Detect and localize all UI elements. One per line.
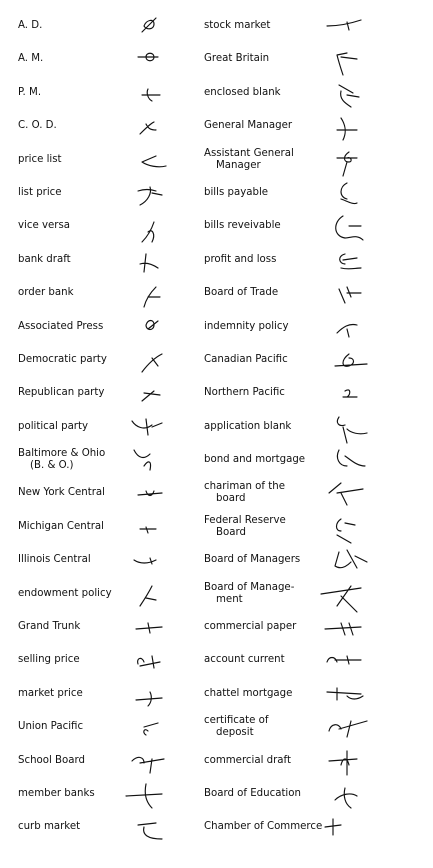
shorthand-stroke: [327, 656, 361, 664]
shorthand-outline: [314, 479, 376, 513]
phrase-text-continued: deposit: [216, 727, 254, 739]
right-phrase-row: [204, 313, 429, 346]
right-phrase-row: [204, 713, 429, 746]
phrase-label: [18, 487, 105, 499]
shorthand-stroke: [138, 187, 162, 205]
phrase-text: Assistant General: [204, 147, 294, 159]
shorthand-stroke: [329, 721, 367, 737]
phrase-label: [204, 481, 285, 505]
phrase-text-continued: Board: [216, 526, 246, 538]
shorthand-outline: [122, 212, 178, 246]
phrase-label: [204, 387, 285, 399]
phrase-text: Northern Pacific: [204, 387, 285, 399]
phrase-label: [204, 187, 268, 199]
shorthand-outline: [314, 413, 376, 447]
shorthand-stroke: [335, 550, 367, 568]
phrase-text: Associated Press: [18, 320, 104, 332]
shorthand-stroke: [132, 419, 162, 435]
phrase-label: [18, 120, 57, 132]
phrase-text: chariman of the: [204, 481, 285, 493]
phrase-label: [18, 688, 83, 700]
phrase-text: bills payable: [204, 186, 269, 198]
shorthand-stroke: [142, 222, 154, 242]
shorthand-outline: [122, 346, 178, 380]
shorthand-outline: [122, 646, 178, 680]
phrase-label: [204, 715, 268, 739]
right-phrase-row: [204, 546, 429, 579]
phrase-label: [18, 287, 73, 299]
shorthand-outline: [122, 12, 178, 46]
shorthand-stroke: [321, 586, 361, 612]
shorthand-outline: [122, 79, 178, 113]
phrase-text: enclosed blank: [204, 86, 281, 98]
shorthand-stroke: [339, 85, 359, 107]
shorthand-stroke: [136, 623, 162, 633]
shorthand-stroke: [144, 723, 158, 735]
shorthand-outline: [122, 513, 178, 547]
phrase-label: [18, 755, 85, 767]
shorthand-outline: [314, 379, 376, 413]
phrase-text: Great Britain: [204, 53, 270, 65]
phrase-text: stock market: [204, 20, 271, 31]
shorthand-outline: [122, 413, 178, 447]
shorthand-outline: [122, 379, 178, 413]
phrase-text: political party: [18, 420, 89, 432]
right-phrase-column: [204, 12, 429, 847]
shorthand-stroke: [335, 788, 357, 808]
phrase-text: Canadian Pacific: [204, 353, 288, 365]
shorthand-stroke: [337, 152, 357, 176]
shorthand-stroke: [140, 122, 156, 134]
right-phrase-row: [204, 12, 429, 45]
shorthand-outline: [314, 112, 376, 146]
shorthand-stroke: [140, 527, 156, 533]
shorthand-stroke: [329, 751, 357, 775]
phrase-text: Chamber of Commerce: [204, 821, 323, 833]
left-phrase-row: [18, 513, 208, 546]
phrase-label: [204, 321, 289, 333]
right-phrase-row: [204, 112, 429, 145]
shorthand-outline: [314, 546, 376, 580]
phrase-label: [18, 448, 105, 472]
right-phrase-row: [204, 580, 429, 613]
phrase-label: [18, 354, 107, 366]
shorthand-stroke: [337, 450, 365, 466]
shorthand-outline: [122, 146, 178, 180]
shorthand-stroke: [126, 784, 162, 808]
shorthand-stroke: [337, 118, 357, 140]
right-phrase-row: [204, 680, 429, 713]
shorthand-outline: [122, 313, 178, 347]
left-phrase-row: [18, 12, 208, 45]
right-phrase-row: [204, 379, 429, 412]
phrase-label: [18, 87, 41, 99]
shorthand-outline: [314, 45, 376, 79]
left-phrase-column: [18, 12, 208, 847]
phrase-text: member banks: [18, 787, 95, 799]
phrase-label: [18, 220, 70, 232]
shorthand-stroke: [337, 417, 367, 443]
phrase-label: [18, 721, 83, 733]
right-phrase-row: [204, 179, 429, 212]
phrase-text: selling price: [18, 654, 80, 666]
phrase-label: [18, 821, 80, 833]
phrase-text: curb market: [18, 821, 81, 833]
shorthand-outline: [314, 279, 376, 313]
shorthand-stroke: [142, 391, 160, 401]
phrase-text: certificate of: [204, 715, 269, 727]
left-phrase-row: [18, 713, 208, 746]
shorthand-stroke: [325, 623, 361, 635]
phrase-label: [204, 621, 296, 633]
phrase-label: [204, 755, 291, 767]
right-phrase-row: [204, 212, 429, 245]
shorthand-outline: [122, 713, 178, 747]
shorthand-outline: [314, 179, 376, 213]
right-phrase-row: [204, 346, 429, 379]
phrase-text: A. M.: [18, 53, 44, 65]
shorthand-outline: [314, 79, 376, 113]
right-phrase-row: [204, 613, 429, 646]
phrase-label: [204, 515, 286, 539]
shorthand-outline: [122, 546, 178, 580]
shorthand-stroke: [339, 287, 361, 303]
shorthand-outline: [314, 12, 376, 46]
shorthand-stroke: [336, 216, 363, 240]
left-phrase-row: [18, 780, 208, 813]
phrase-text: School Board: [18, 754, 85, 766]
right-phrase-row: [204, 747, 429, 780]
shorthand-outline: [122, 179, 178, 213]
phrase-label: [18, 187, 62, 199]
shorthand-stroke: [142, 354, 162, 372]
shorthand-outline: [314, 813, 376, 847]
right-phrase-row: [204, 146, 429, 179]
shorthand-stroke: [327, 688, 363, 700]
shorthand-stroke: [337, 519, 356, 543]
shorthand-outline: [314, 446, 376, 480]
right-phrase-row: [204, 513, 429, 546]
shorthand-outline: [314, 646, 376, 680]
phrase-text: bank draft: [18, 253, 71, 265]
shorthand-stroke: [140, 586, 156, 606]
right-phrase-row: [204, 446, 429, 479]
phrase-label: [204, 582, 294, 606]
phrase-label: [204, 654, 285, 666]
shorthand-outline: [122, 580, 178, 614]
left-phrase-row: [18, 580, 208, 613]
shorthand-stroke: [138, 823, 162, 839]
right-phrase-row: [204, 79, 429, 112]
shorthand-outline: [122, 479, 178, 513]
left-phrase-row: [18, 747, 208, 780]
phrase-label: [204, 87, 281, 99]
shorthand-outline: [122, 246, 178, 280]
shorthand-outline: [314, 747, 376, 781]
phrase-text: A. D.: [18, 20, 43, 31]
shorthand-stroke: [134, 450, 151, 470]
phrase-label: [204, 148, 294, 172]
shorthand-outline: [122, 279, 178, 313]
left-phrase-row: [18, 45, 208, 78]
phrase-label: [18, 554, 91, 566]
phrase-text: commercial paper: [204, 621, 297, 633]
phrase-label: [204, 688, 292, 700]
left-phrase-row: [18, 413, 208, 446]
shorthand-stroke: [134, 558, 156, 564]
left-phrase-row: [18, 379, 208, 412]
left-phrase-row: [18, 279, 208, 312]
shorthand-stroke: [337, 53, 357, 75]
phrase-text: Illinois Central: [18, 554, 91, 566]
right-phrase-row: [204, 279, 429, 312]
left-phrase-row: [18, 613, 208, 646]
phrase-text: Michigan Central: [18, 520, 105, 532]
shorthand-stroke: [335, 354, 367, 366]
left-phrase-row: [18, 313, 208, 346]
shorthand-stroke: [136, 692, 162, 706]
shorthand-outline: [314, 513, 376, 547]
shorthand-stroke: [142, 156, 166, 167]
phrase-label: [18, 588, 112, 600]
shorthand-outline: [314, 613, 376, 647]
phrase-text: Union Pacific: [18, 721, 84, 733]
phrase-label: [204, 821, 322, 833]
phrase-text: endowment policy: [18, 587, 112, 599]
shorthand-stroke: [140, 254, 158, 272]
phrase-label: [204, 287, 278, 299]
left-phrase-row: [18, 446, 208, 479]
shorthand-stroke: [341, 183, 357, 204]
phrase-label: [18, 654, 80, 666]
left-phrase-row: [18, 246, 208, 279]
phrase-text: Republican party: [18, 387, 105, 399]
phrase-text: Board of Manage-: [204, 581, 295, 593]
phrase-text: Baltimore & Ohio: [18, 448, 106, 460]
phrase-text-continued: ment: [216, 593, 243, 605]
phrase-text: Board of Managers: [204, 554, 301, 566]
phrase-label: [204, 53, 269, 65]
shorthand-outline: [122, 45, 178, 79]
right-phrase-row: [204, 646, 429, 679]
shorthand-stroke: [144, 287, 160, 307]
phrase-text: New York Central: [18, 487, 105, 499]
phrase-label: [18, 621, 80, 633]
phrase-text: account current: [204, 654, 285, 666]
shorthand-stroke: [327, 20, 361, 30]
phrase-text: order bank: [18, 287, 74, 299]
shorthand-stroke: [142, 18, 156, 32]
phrase-label: [18, 788, 95, 800]
phrase-text: C. O. D.: [18, 120, 57, 132]
right-phrase-row: [204, 413, 429, 446]
phrase-label: [204, 554, 300, 566]
shorthand-outline: [122, 780, 178, 814]
left-phrase-row: [18, 813, 208, 846]
phrase-label: [18, 154, 62, 166]
phrase-text: Board of Trade: [204, 287, 279, 299]
phrase-label: [204, 254, 276, 266]
right-phrase-row: [204, 780, 429, 813]
shorthand-stroke: [132, 757, 164, 773]
shorthand-outline: [314, 313, 376, 347]
phrase-text: market price: [18, 687, 83, 699]
shorthand-stroke: [325, 819, 341, 835]
shorthand-stroke: [343, 390, 357, 397]
phrase-label: [204, 421, 291, 433]
phrase-label: [204, 220, 281, 232]
shorthand-outline: [122, 446, 178, 480]
shorthand-outline: [122, 112, 178, 146]
phrase-text: bills reveivable: [204, 220, 281, 232]
phrase-text: list price: [18, 186, 62, 198]
phrase-text: Federal Reserve: [204, 514, 286, 526]
shorthand-outline: [122, 747, 178, 781]
shorthand-stroke: [340, 254, 361, 269]
phrase-text-continued: Manager: [216, 159, 261, 171]
left-phrase-row: [18, 212, 208, 245]
left-phrase-row: [18, 680, 208, 713]
left-phrase-row: [18, 112, 208, 145]
phrase-label: [18, 421, 88, 433]
shorthand-outline: [314, 346, 376, 380]
phrase-text: bond and mortgage: [204, 454, 306, 466]
phrase-text-continued: (B. & O.): [30, 460, 74, 472]
left-phrase-row: [18, 79, 208, 112]
phrase-label: [204, 20, 270, 32]
shorthand-stroke: [146, 320, 158, 329]
left-phrase-row: [18, 179, 208, 212]
shorthand-outline: [122, 613, 178, 647]
left-phrase-row: [18, 546, 208, 579]
phrase-text: Board of Education: [204, 787, 301, 799]
phrase-label: [204, 454, 305, 466]
phrase-text: price list: [18, 153, 62, 165]
shorthand-outline: [314, 680, 376, 714]
shorthand-stroke: [138, 491, 162, 496]
shorthand-outline: [122, 680, 178, 714]
shorthand-stroke: [337, 324, 357, 337]
left-phrase-row: [18, 479, 208, 512]
phrase-label: [18, 521, 104, 533]
right-phrase-row: [204, 45, 429, 78]
phrase-text: commercial draft: [204, 754, 291, 766]
shorthand-outline: [314, 713, 376, 747]
phrase-text: P. M.: [18, 86, 42, 98]
phrase-label: [18, 387, 104, 399]
shorthand-outline: [314, 580, 376, 614]
right-phrase-row: [204, 479, 429, 512]
phrase-text: vice versa: [18, 220, 71, 232]
shorthand-stroke: [138, 54, 158, 62]
phrase-label: [18, 321, 103, 333]
phrase-label: [204, 788, 301, 800]
phrase-text: indemnity policy: [204, 320, 289, 332]
phrase-label: [204, 120, 292, 132]
shorthand-stroke: [142, 89, 160, 101]
phrase-text: application blank: [204, 420, 292, 432]
left-phrase-row: [18, 346, 208, 379]
shorthand-stroke: [138, 656, 160, 668]
phrase-text: chattel mortgage: [204, 687, 293, 699]
phrase-text: General Manager: [204, 120, 293, 132]
shorthand-outline: [314, 212, 376, 246]
right-phrase-row: [204, 813, 429, 846]
right-phrase-row: [204, 246, 429, 279]
shorthand-outline: [314, 780, 376, 814]
phrase-label: [204, 354, 288, 366]
phrase-text-continued: board: [216, 493, 246, 505]
shorthand-outline: [122, 813, 178, 847]
shorthand-stroke: [329, 483, 363, 505]
left-phrase-row: [18, 146, 208, 179]
phrase-text: profit and loss: [204, 253, 277, 265]
phrase-label: [18, 20, 42, 32]
left-phrase-row: [18, 646, 208, 679]
shorthand-outline: [314, 246, 376, 280]
phrase-text: Democratic party: [18, 353, 107, 365]
phrase-label: [18, 254, 71, 266]
phrase-text: Grand Trunk: [18, 621, 81, 633]
shorthand-outline: [314, 146, 376, 180]
phrase-label: [18, 53, 43, 65]
